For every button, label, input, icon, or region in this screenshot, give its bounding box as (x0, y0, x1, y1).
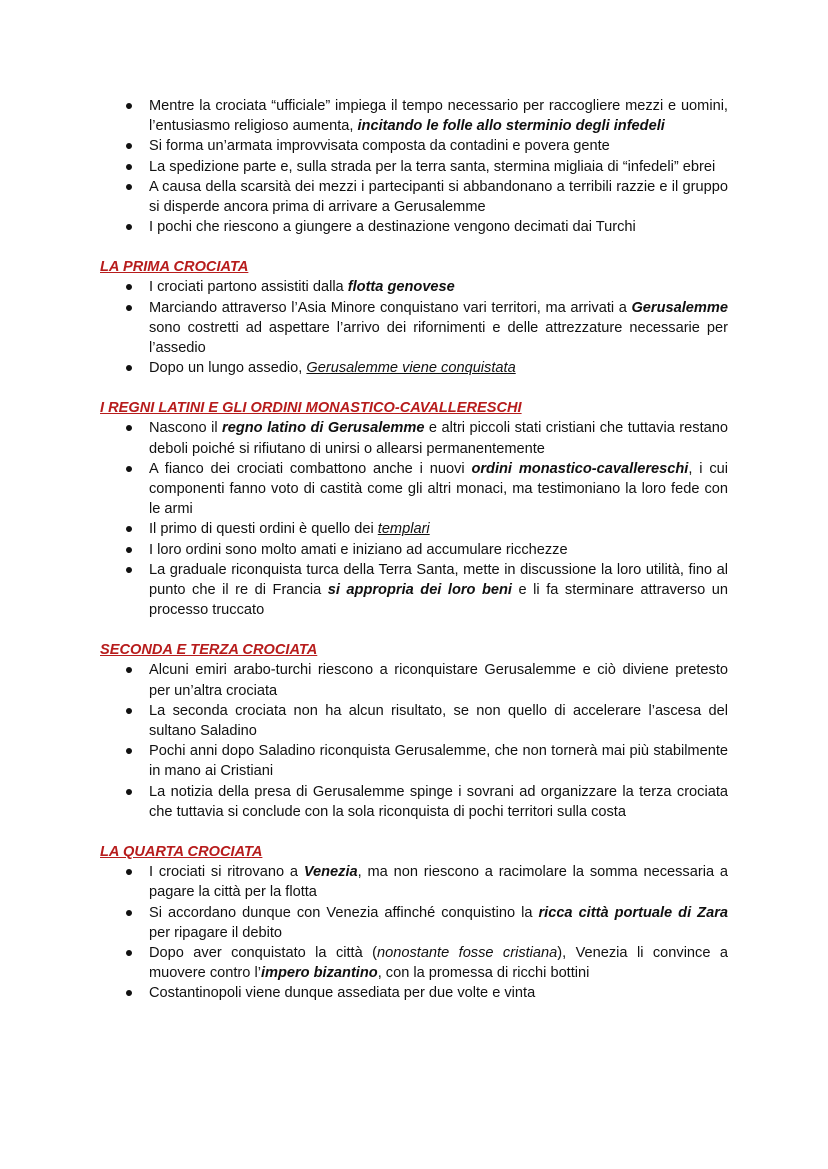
section-regni-latini (100, 398, 728, 620)
text-run: La seconda crociata non ha alcun risultato, se non quello di accelerare l’ascesa del sultano Saladino (149, 702, 728, 740)
text-run: Pochi anni dopo Saladino riconquista Gerusalemme, che non tornerà mai più stabilmente in mano ai Cristiani (149, 743, 728, 780)
text-run: Nascono il (149, 420, 223, 437)
list-item (149, 136, 728, 156)
section-heading: LA PRIMA CROCIATA (100, 259, 249, 276)
list-item (149, 782, 728, 822)
list-item (149, 519, 728, 539)
list-item (149, 277, 728, 297)
bullet-list (100, 418, 728, 620)
emphasized-text: Gerusalemme viene conquistata (306, 360, 516, 377)
emphasized-text: impero bizantino (260, 965, 378, 982)
list-item (149, 96, 728, 136)
list-item (149, 560, 728, 621)
section-prima-crociata (100, 257, 728, 378)
text-run: per ripagare il debito (149, 924, 283, 941)
text-run: Il primo di questi ordini è quello dei (149, 521, 378, 538)
bullet-list (100, 862, 728, 1003)
emphasized-text: si appropria dei loro beni (327, 582, 512, 599)
text-run: Si forma un’armata improvvisata composta da contadini e povera gente (149, 138, 610, 155)
emphasized-text: flotta genovese (347, 279, 455, 296)
text-run: , con la promessa di ricchi bottini (377, 965, 590, 982)
list-item (149, 701, 728, 741)
text-run: Si accordano dunque con Venezia affinché conquistino la (149, 904, 539, 921)
emphasized-text: Venezia (303, 864, 358, 881)
list-item (149, 660, 728, 700)
text-run: I crociati si ritrovano a (149, 864, 304, 881)
text-run: Alcuni emiri arabo-turchi riescono a riconquistare Gerusalemme e ciò diviene pretesto per un’altra crociata (149, 662, 728, 699)
text-run: La notizia della presa di Gerusalemme spinge i sovrani ad organizzare la terza crociata che tuttavia si conclude con la sola riconquista di pochi territori sulla costa (149, 783, 728, 820)
list-item (149, 903, 728, 943)
text-run: Dopo aver conquistato la città ( (149, 944, 377, 961)
text-run: sono costretti ad aspettare l’arrivo dei rifornimenti e delle attrezzature necessarie per l’assedio (149, 319, 728, 357)
list-item (149, 983, 728, 1003)
section-heading: LA QUARTA CROCIATA (100, 844, 263, 861)
text-run: I pochi che riescono a giungere a destinazione vengono decimati dai Turchi (149, 219, 636, 236)
text-run: La spedizione parte e, sulla strada per la terra santa, stermina migliaia di “infedeli” ebrei (149, 158, 716, 175)
emphasized-text: nonostante fosse cristiana (377, 944, 558, 961)
list-item (149, 298, 728, 359)
text-run: A causa della scarsità dei mezzi i partecipanti si abbandonano a terribili razzie e il gruppo si disperde ancora prima di arrivare a Gerusalemme (149, 178, 728, 216)
list-item (149, 540, 728, 560)
text-run: Costantinopoli viene dunque assediata per due volte e vinta (149, 985, 536, 1002)
emphasized-text: regno latino di Gerusalemme (222, 420, 425, 437)
bullet-list (100, 96, 728, 237)
list-item (149, 177, 728, 217)
text-run: Mentre la crociata “ufficiale” impiega il tempo necessario per raccogliere mezzi e uomini, l’entusiasmo religioso aumenta, (149, 98, 728, 135)
list-item (149, 459, 728, 520)
list-item (149, 358, 728, 378)
text-run: Marciando attraverso l’Asia Minore conquistano vari territori, ma arrivati a (149, 299, 632, 316)
text-run: ), Venezia li convince a muovere contro l’ (149, 944, 728, 982)
text-run: e li fa sterminare attraverso un processo truccato (149, 582, 729, 619)
emphasized-text: Gerusalemme (631, 299, 728, 316)
emphasized-text: incitando le folle allo sterminio degli infedeli (357, 118, 665, 135)
list-item (149, 943, 728, 983)
list-item (149, 862, 728, 902)
list-item (149, 157, 728, 177)
section-heading: SECONDA E TERZA CROCIATA (100, 642, 318, 659)
text-run: e altri piccoli stati cristiani che tuttavia restano deboli poiché si rifiutano di unirsi o allearsi permanentemente (149, 420, 728, 457)
bullet-list (100, 277, 728, 378)
emphasized-text: templari (377, 521, 430, 538)
bullet-list (100, 660, 728, 822)
text-run: La graduale riconquista turca della Terra Santa, mette in discussione la loro utilità, fino al punto che il re di Francia (149, 561, 728, 599)
section-seconda-terza-crociata (100, 640, 728, 822)
text-run: A fianco dei crociati combattono anche i nuovi (149, 460, 472, 477)
text-run: , i cui componenti fanno voto di castità come gli altri monaci, ma testimoniano la loro fede con le armi (149, 460, 728, 518)
section-heading: I REGNI LATINI E GLI ORDINI MONASTICO-CAVALLERESCHI (100, 400, 522, 417)
text-run: I loro ordini sono molto amati e iniziano ad accumulare ricchezze (149, 541, 568, 558)
text-run: I crociati partono assistiti dalla (149, 279, 348, 296)
list-item (149, 418, 728, 458)
emphasized-text: ordini monastico-cavallereschi (471, 460, 689, 477)
text-run: Dopo un lungo assedio, (149, 360, 307, 377)
section-quarta-crociata (100, 842, 728, 1003)
list-item (149, 217, 728, 237)
emphasized-text: ricca città portuale di Zara (538, 904, 728, 921)
text-run: , ma non riescono a racimolare la somma necessaria a pagare la città per la flotta (149, 864, 728, 901)
section-intro (100, 96, 728, 237)
list-item (149, 741, 728, 781)
